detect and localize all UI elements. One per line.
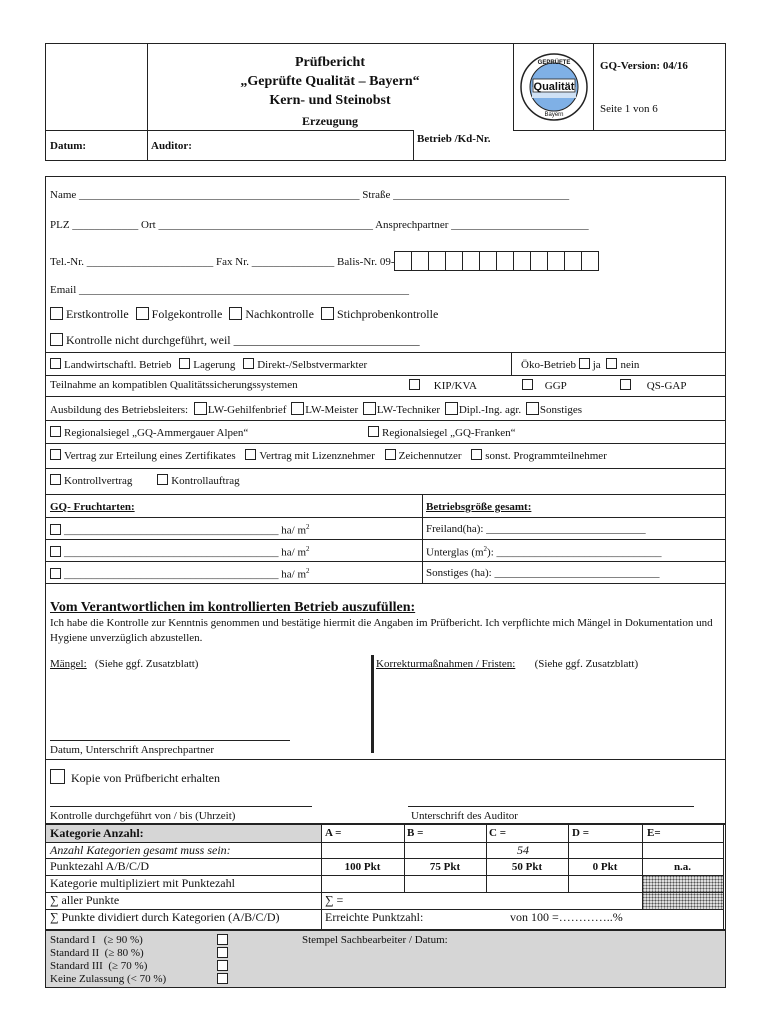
betrieb-label: Betrieb /Kd-Nr. — [417, 133, 491, 145]
vertrag-row: Vertrag zur Erteilung eines Zertifikates Vertrag mit Lizenznehmer Zeichennutzer sonst. Programmteilnehmer — [50, 449, 607, 462]
svg-text:Bayern: Bayern — [544, 112, 564, 118]
page-indicator: Seite 1 von 6 — [600, 103, 658, 115]
meister-checkbox[interactable] — [291, 402, 304, 415]
erstkontrolle-checkbox[interactable] — [50, 307, 63, 320]
kontrolle-type-row: Erstkontrolle Folgekontrolle Nachkontrolle Stichprobenkontrolle — [50, 307, 438, 322]
kontrollauftrag-checkbox[interactable] — [157, 474, 168, 485]
qsgap-option: QS-GAP — [620, 379, 686, 392]
lagerung-checkbox[interactable] — [179, 358, 190, 369]
gq-bayern-logo — [519, 48, 589, 126]
gq-version: GQ-Version: 04/16 — [600, 60, 688, 72]
korrektur-label: Korrekturmaßnahmen / Fristen: (Siehe ggf. Zusatzblatt) — [376, 658, 639, 670]
col-a: A = — [325, 827, 342, 839]
franken-checkbox[interactable] — [368, 426, 379, 437]
zertifikat-checkbox[interactable] — [50, 449, 61, 460]
kontrollvertrag-checkbox[interactable] — [50, 474, 61, 485]
col-d: D = — [572, 827, 589, 839]
responsible-text: Ich habe die Kontrolle zur Kenntnis genommen und bestätige hiermit die Angaben im Prüfbericht. Ich verpflichte mich Mängel in Dokumentation und Hygiene unverzüglich abzustellen. — [50, 617, 713, 644]
fruchtarten-header: GQ- Fruchtarten: — [50, 501, 135, 513]
divider-bar — [371, 655, 374, 753]
svg-text:GEPRÜFTE: GEPRÜFTE — [537, 60, 571, 66]
standard-4: Keine Zulassung (< 70 %) — [50, 973, 167, 985]
ammergau-checkbox[interactable] — [50, 426, 61, 437]
lizenz-checkbox[interactable] — [245, 449, 256, 460]
punkte-c: 50 Pkt — [511, 861, 543, 873]
betriebsgroesse-header: Betriebsgröße gesamt: — [426, 501, 532, 513]
report-product: Kern- und Steinobst — [269, 93, 391, 108]
standard-2-checkbox[interactable] — [217, 947, 228, 958]
kopie-checkbox[interactable] — [50, 769, 65, 784]
landwirtschaft-checkbox[interactable] — [50, 358, 61, 369]
balis-digit-boxes[interactable] — [395, 256, 599, 268]
punktezahl-label: Punktezahl A/B/C/D — [50, 859, 149, 873]
stempel-label: Stempel Sachbearbeiter / Datum: — [302, 934, 448, 946]
col-b: B = — [407, 827, 424, 839]
svg-text:Qualität: Qualität — [533, 81, 575, 93]
report-title: Prüfbericht — [295, 55, 365, 70]
oeko-row: Öko-Betrieb ja nein — [521, 359, 640, 371]
nicht-durchgefuehrt-checkbox[interactable] — [50, 333, 63, 346]
form-box — [45, 176, 726, 824]
standard-1-checkbox[interactable] — [217, 934, 228, 945]
kip-option: KIP/KVA — [409, 379, 477, 392]
col-c: C = — [489, 827, 506, 839]
programm-checkbox[interactable] — [471, 449, 482, 460]
sonstiges-field[interactable]: Sonstiges (ha): ______________________________ — [426, 567, 660, 579]
qsgap-checkbox[interactable] — [620, 379, 631, 390]
direktvermarkter-checkbox[interactable] — [243, 358, 254, 369]
tel-field[interactable]: Tel.-Nr. _______________________ Fax Nr. _______________ Balis-Nr. 09- — [50, 251, 599, 271]
durchgefuehrt-label: Kontrolle durchgeführt von / bis (Uhrzeit) — [50, 810, 236, 822]
multi-label: Kategorie multipliziert mit Punktezahl — [50, 876, 235, 890]
stichprobe-checkbox[interactable] — [321, 307, 334, 320]
standard-3-checkbox[interactable] — [217, 960, 228, 971]
gehilfenbrief-checkbox[interactable] — [194, 402, 207, 415]
plz-field[interactable]: PLZ ____________ Ort _______________________________________ Ansprechpartner _________________________ — [50, 219, 589, 231]
kopie-row: Kopie von Prüfbericht erhalten — [50, 769, 220, 786]
report-scope: Erzeugung — [301, 114, 358, 128]
siegel-franken-option: Regionalsiegel „GQ-Franken“ — [368, 426, 515, 439]
oeko-nein-checkbox[interactable] — [606, 358, 617, 369]
teilnahme-label: Teilnahme an kompatiblen Qualitätssicherungssystemen — [50, 379, 298, 391]
div-label: ∑ Punkte dividiert durch Kategorien (A/B/C/D) — [50, 910, 280, 924]
punkte-e: n.a. — [673, 861, 692, 873]
standard-3: Standard III (≥ 70 %) — [50, 960, 148, 972]
report-subtitle: „Geprüfte Qualität – Bayern“ — [240, 74, 420, 89]
nicht-durchgefuehrt-row: Kontrolle nicht durchgeführt, weil _______________________________ — [50, 333, 420, 348]
email-field[interactable]: Email ____________________________________________________________ — [50, 284, 410, 296]
kategorie-anzahl-label: Kategorie Anzahl: — [50, 826, 144, 840]
responsible-title: Vom Verantwortlichen im kontrollierten Betrieb auszufüllen: — [50, 600, 416, 615]
sum-label: ∑ aller Punkte — [50, 893, 120, 907]
anzahl-value: 54 — [517, 843, 529, 857]
frucht-row-2[interactable]: _______________________________________ ha/ $m^2$ — [50, 545, 310, 559]
col-e: E= — [647, 827, 661, 839]
oeko-ja-checkbox[interactable] — [579, 358, 590, 369]
sonstiges-checkbox[interactable] — [526, 402, 539, 415]
siegel-ammergau-option: Regionalsiegel „GQ-Ammergauer Alpen“ — [50, 426, 248, 439]
techniker-checkbox[interactable] — [363, 402, 376, 415]
standard-checkboxes — [217, 934, 231, 984]
punkte-a: 100 Pkt — [344, 861, 381, 873]
frucht-row-1[interactable]: _______________________________________ ha/ $m^2$ — [50, 523, 310, 537]
erreicht-label: Erreichte Punktzahl: — [325, 910, 424, 924]
auditor-label: Auditor: — [151, 140, 192, 152]
standard-1: Standard I (≥ 90 %) — [50, 934, 143, 946]
punkte-d: 0 Pkt — [592, 861, 618, 873]
betrieb-type-row: Landwirtschaftl. Betrieb Lagerung Direkt-/Selbstvermarkter — [50, 358, 367, 371]
zeichennutzer-checkbox[interactable] — [385, 449, 396, 460]
frucht-row-3[interactable]: _______________________________________ ha/ $m^2$ — [50, 567, 310, 581]
ggp-checkbox[interactable] — [522, 379, 533, 390]
standard-2: Standard II (≥ 80 %) — [50, 947, 144, 959]
signature-date-label: Datum, Unterschrift Ansprechpartner — [50, 744, 215, 756]
kontrollvertrag-row: Kontrollvertrag Kontrollauftrag — [50, 474, 240, 487]
von-100-label: von 100 =…………..% — [510, 910, 623, 924]
punkte-b: 75 Pkt — [429, 861, 461, 873]
dipl-checkbox[interactable] — [445, 402, 458, 415]
ggp-option: GGP — [522, 379, 567, 392]
folgekontrolle-checkbox[interactable] — [136, 307, 149, 320]
unterglas-field[interactable]: Unterglas $(m^2)$: ______________________________ — [426, 545, 662, 559]
name-field[interactable]: Name ___________________________________________________ Straße ________________________________ — [50, 189, 570, 201]
anzahl-label: Anzahl Kategorien gesamt muss sein: — [50, 843, 231, 857]
ausbildung-row: Ausbildung des Betriebsleiters: LW-Gehilfenbrief LW-Meister LW-Techniker Dipl.-Ing. agr. Sonstiges — [50, 404, 583, 416]
maengel-label: Mängel: (Siehe ggf. Zusatzblatt) — [50, 658, 199, 670]
sum-eq: ∑ = — [325, 893, 344, 907]
auditor-signature-label: Unterschrift des Auditor — [411, 810, 518, 822]
standard-4-checkbox[interactable] — [217, 973, 228, 984]
date-label: Datum: — [50, 140, 87, 152]
freiland-field[interactable]: Freiland(ha): _____________________________ — [426, 523, 646, 535]
kip-checkbox[interactable] — [409, 379, 420, 390]
nachkontrolle-checkbox[interactable] — [229, 307, 242, 320]
